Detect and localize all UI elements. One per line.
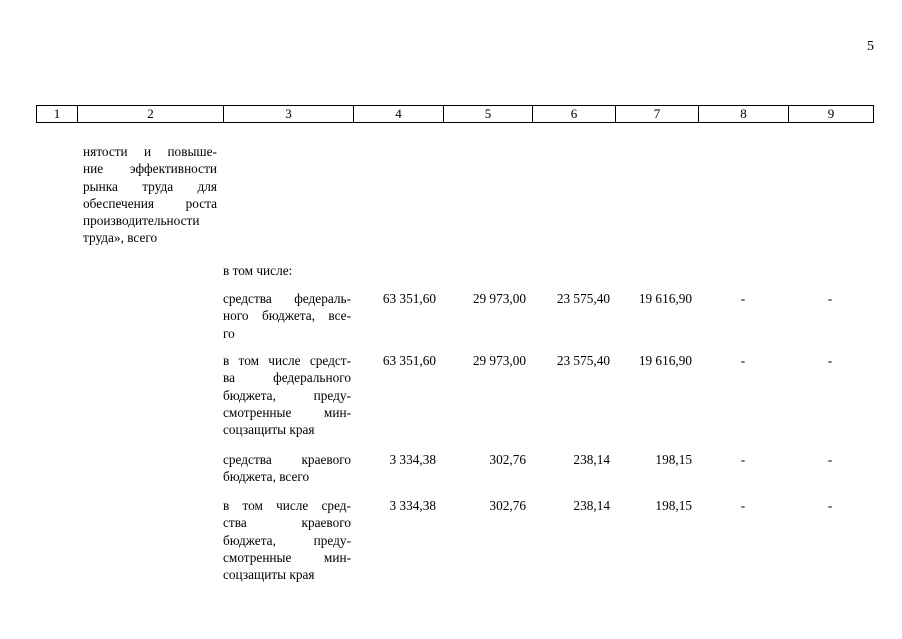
row-label-line: бюджета, всего [223,469,310,485]
row-label-line: соцзащиты края [223,567,315,583]
row-label [223,497,351,583]
row-heading-line: рынка труда для [83,178,217,194]
table-cell-col9: - [827,353,833,368]
column-header-8: 8 [699,106,789,122]
column-header-4: 4 [354,106,444,122]
table-cell-col6: 23 575,40 [556,353,610,368]
row-heading-line: обеспечения роста [83,195,217,211]
table-cell-col7: 198,15 [655,452,692,467]
table-cell-col7: 198,15 [655,498,692,513]
column-header-9: 9 [827,106,835,121]
row-label-line: в том числе средст- [223,353,351,368]
subheading: в том числе: [223,263,293,278]
table-cell-col5: 29 973,00 [472,291,526,306]
row-label [223,451,351,486]
table-cell-col9: - [827,291,833,306]
row-label [223,290,351,342]
table-cell-col6: 23 575,40 [556,291,610,306]
row-label-line: бюджета, преду- [223,387,351,403]
row-label-line: ного бюджета, все- [223,308,351,324]
row-heading-line: труда», всего [83,230,158,246]
column-header-3: 3 [224,106,354,122]
row-label-line: средства федераль- [223,291,351,306]
row-label-line: в том числе сред- [223,498,351,513]
row-heading-line: производительности [83,213,200,229]
column-header-7: 7 [616,106,699,122]
table-cell-col4: 3 334,38 [389,498,436,513]
table-cell-col4: 63 351,60 [382,353,436,368]
row-label-line: средства краевого [223,452,351,467]
table-cell-col4: 63 351,60 [382,291,436,306]
table-cell-col8: - [740,452,746,467]
table-cell-col8: - [740,291,746,306]
row-label-line: смотренные мин- [223,404,351,420]
row-label-line: соцзащиты края [223,422,315,438]
column-header-1: 1 [37,106,78,122]
row-label-line: ства краевого [223,515,351,531]
table-cell-col9: - [827,452,833,467]
table-cell-col7: 19 616,90 [638,291,692,306]
row-label [223,352,351,438]
table-cell-col7: 19 616,90 [638,353,692,368]
column-header-6: 6 [533,106,616,122]
row-heading-line: ние эффективности [83,161,217,177]
column-header-2: 2 [78,106,224,122]
table-cell-col5: 302,76 [489,498,526,513]
table-cell-col6: 238,14 [573,452,610,467]
table-cell-col8: - [740,498,746,513]
row-label-line: смотренные мин- [223,549,351,565]
row-label-line: бюджета, преду- [223,532,351,548]
row-label-line: го [223,325,235,341]
row-heading [83,143,217,247]
table-cell-col9: - [827,498,833,513]
table-cell-col4: 3 334,38 [389,452,436,467]
table-cell-col6: 238,14 [573,498,610,513]
page-number: 5 [867,39,874,54]
table-cell-col8: - [740,353,746,368]
column-header-5: 5 [444,106,533,122]
row-label-line: ва федерального [223,370,351,386]
table-header-row [36,105,874,123]
table-cell-col5: 302,76 [489,452,526,467]
table-cell-col5: 29 973,00 [472,353,526,368]
row-heading-line: нятости и повыше- [83,144,217,159]
